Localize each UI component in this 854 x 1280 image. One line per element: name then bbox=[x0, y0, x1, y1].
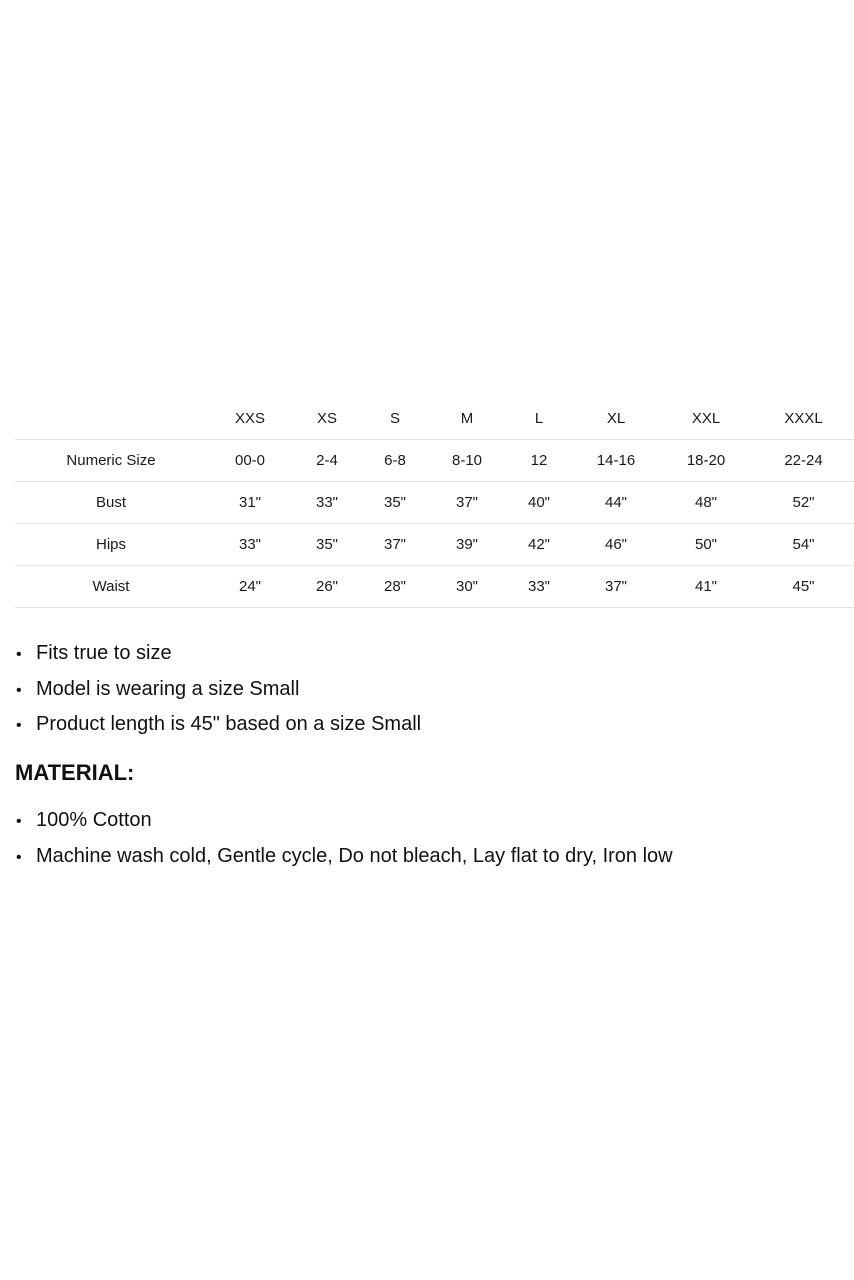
list-item bbox=[15, 839, 673, 875]
table-cell: 42" bbox=[505, 524, 573, 566]
bullet-icon: • bbox=[16, 717, 22, 734]
fit-note-text: Product length is 45" based on a size Small bbox=[36, 713, 422, 735]
size-header-cell: XXL bbox=[691, 410, 721, 427]
fit-note-text: Fits true to size bbox=[36, 642, 172, 664]
table-cell: 39" bbox=[429, 524, 505, 566]
bullet-icon: • bbox=[16, 681, 22, 699]
material-list bbox=[15, 803, 673, 874]
table-cell: 40" bbox=[505, 482, 573, 524]
table-cell: 33" bbox=[293, 482, 361, 524]
table-cell: 30" bbox=[429, 566, 505, 608]
list-item bbox=[15, 803, 673, 839]
table-cell: 24" bbox=[207, 566, 293, 608]
size-header-cell: XXS bbox=[234, 410, 265, 427]
fit-note-text: Model is wearing a size Small bbox=[36, 677, 300, 700]
size-header-cell: L bbox=[534, 410, 544, 427]
table-cell: 48" bbox=[659, 482, 753, 524]
table-cell: 52" bbox=[753, 482, 854, 524]
table-row bbox=[15, 440, 854, 482]
table-cell: 35" bbox=[293, 524, 361, 566]
list-item bbox=[15, 672, 421, 708]
table-cell: 45" bbox=[753, 566, 854, 608]
material-item-text: Machine wash cold, Gentle cycle, Do not bleach, Lay flat to dry, Iron low bbox=[36, 844, 673, 867]
table-cell: 41" bbox=[659, 566, 753, 608]
row-label: Numeric Size bbox=[15, 440, 207, 482]
list-item bbox=[15, 636, 421, 672]
size-header-row bbox=[15, 398, 854, 440]
table-cell: 18-20 bbox=[659, 440, 753, 482]
table-cell: 35" bbox=[361, 482, 429, 524]
size-header-cell: S bbox=[389, 410, 400, 427]
row-label: Hips bbox=[15, 524, 207, 566]
table-cell: 00-0 bbox=[207, 440, 293, 482]
table-cell: 46" bbox=[573, 524, 659, 566]
table-cell: 31" bbox=[207, 482, 293, 524]
table-cell: 28" bbox=[361, 566, 429, 608]
table-cell: 37" bbox=[361, 524, 429, 566]
table-row bbox=[15, 566, 854, 608]
material-item-text: 100% Cotton bbox=[36, 809, 152, 831]
table-cell: 6-8 bbox=[361, 440, 429, 482]
table-cell: 8-10 bbox=[429, 440, 505, 482]
bullet-icon: • bbox=[16, 848, 22, 866]
table-cell: 26" bbox=[293, 566, 361, 608]
table-cell: 54" bbox=[753, 524, 854, 566]
table-cell: 37" bbox=[573, 566, 659, 608]
size-header-cell bbox=[15, 398, 207, 440]
table-cell: 22-24 bbox=[753, 440, 854, 482]
size-header-cell: XS bbox=[316, 410, 337, 427]
material-heading: MATERIAL: bbox=[15, 760, 135, 785]
table-cell: 50" bbox=[659, 524, 753, 566]
bullet-icon: • bbox=[16, 813, 22, 830]
table-cell: 33" bbox=[505, 566, 573, 608]
table-row bbox=[15, 482, 854, 524]
fit-notes-list bbox=[15, 636, 421, 743]
row-label: Bust bbox=[15, 482, 207, 524]
size-chart-table bbox=[15, 398, 854, 608]
table-cell: 14-16 bbox=[573, 440, 659, 482]
table-cell: 37" bbox=[429, 482, 505, 524]
table-row bbox=[15, 524, 854, 566]
row-label: Waist bbox=[15, 566, 207, 608]
bullet-icon: • bbox=[16, 646, 22, 663]
list-item bbox=[15, 707, 421, 743]
size-header-cell: XL bbox=[606, 410, 626, 427]
table-cell: 2-4 bbox=[293, 440, 361, 482]
size-header-cell: M bbox=[460, 410, 474, 427]
size-header-cell: XXXL bbox=[784, 410, 823, 427]
table-cell: 12 bbox=[505, 440, 573, 482]
table-cell: 44" bbox=[573, 482, 659, 524]
table-cell: 33" bbox=[207, 524, 293, 566]
